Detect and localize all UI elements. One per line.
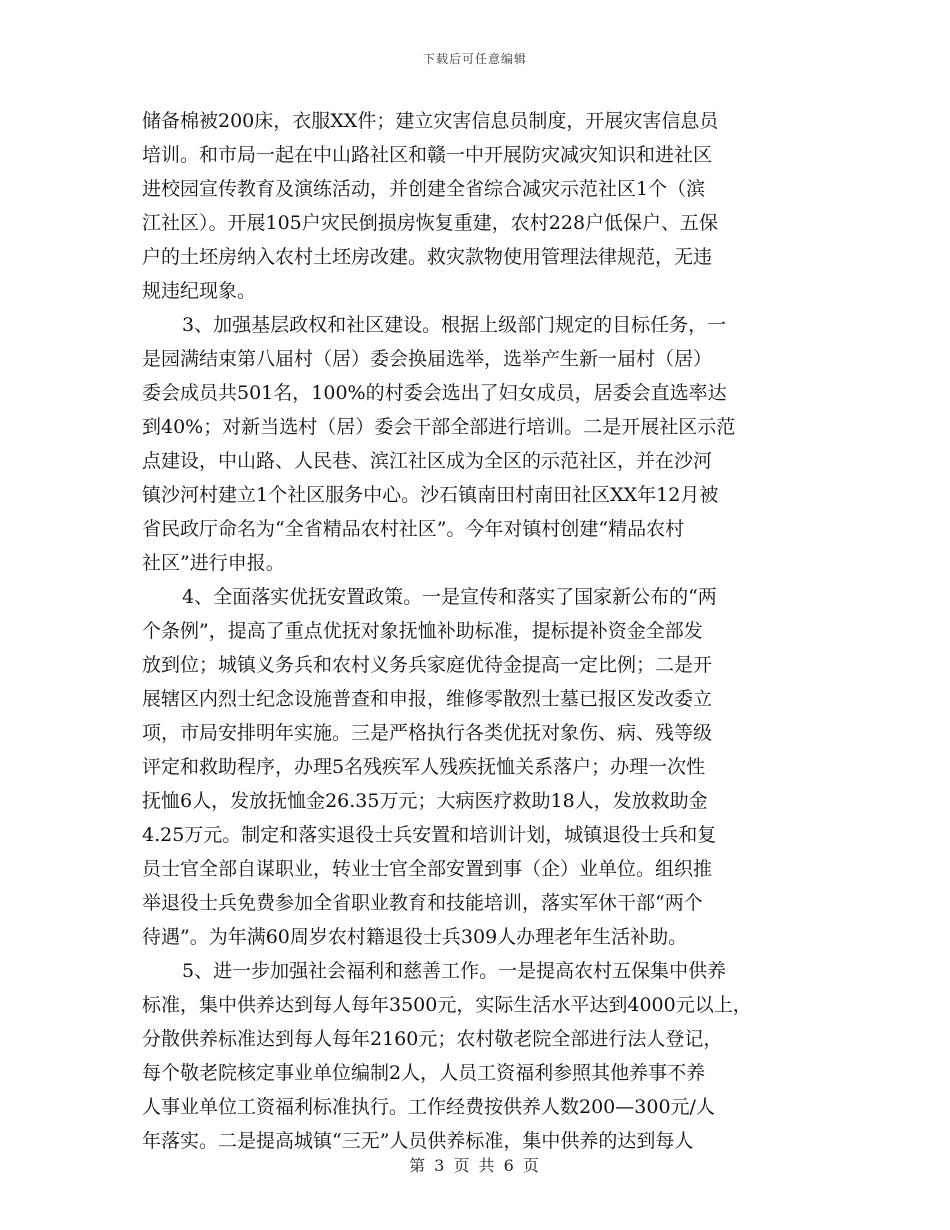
document-body — [142, 104, 822, 1158]
paragraph-line: 4.25万元。制定和落实退役士兵安置和培训计划，城镇退役士兵和复 — [142, 824, 717, 846]
page-number-footer: 第 3 页 共 6 页 — [409, 1156, 541, 1175]
paragraph-line: 培训。和市局一起在中山路社区和赣一中开展防灾减灾知识和进社区 — [142, 144, 713, 166]
paragraph-first-line: 3、加强基层政权和社区建设。根据上级部门规定的目标任务，一 — [182, 314, 727, 336]
paragraph-line: 户的土坯房纳入农村土坯房改建。救灾款物使用管理法律规范，无违 — [142, 246, 713, 268]
paragraph-line: 评定和救助程序，办理5名残疾军人残疾抚恤关系落户；办理一次性 — [142, 756, 706, 778]
paragraph-line: 社区”进行申报。 — [142, 552, 285, 574]
paragraph-line: 每个敬老院核定事业单位编制2人，人员工资福利参照其他养事不养 — [142, 1062, 706, 1084]
paragraph-line: 抚恤6人，发放抚恤金26.35万元；大病医疗救助18人，发放救助金 — [142, 790, 708, 812]
paragraph-line: 镇沙河村建立1个社区服务中心。沙石镇南田村南田社区XX年12月被 — [142, 484, 719, 506]
paragraph-line: 展辖区内烈士纪念设施普查和申报，维修零散烈士墓已报区发改委立 — [142, 688, 713, 710]
page-header-note: 下载后可任意编辑 — [422, 52, 527, 66]
paragraph-line: 是园满结束第八届村（居）委会换届选举，选举产生新一届村（居） — [142, 348, 713, 370]
paragraph-line: 标准，集中供养达到每人每年3500元，实际生活水平达到4000元以上， — [142, 994, 752, 1016]
paragraph-line: 人事业单位工资福利标准执行。工作经费按供养人数200—300元/人 — [142, 1096, 715, 1118]
paragraph-line: 项，市局安排明年实施。三是严格执行各类优抚对象伤、病、残等级 — [142, 722, 713, 744]
paragraph-line: 个条例”，提高了重点优抚对象抚恤补助标准，提标提补资金全部发 — [142, 620, 703, 642]
paragraph-line: 省民政厅命名为“全省精品农村社区”。今年对镇村创建“精品农村 — [142, 518, 685, 540]
paragraph-line: 规违纪现象。 — [142, 280, 257, 302]
paragraph-line: 待遇”。为年满60周岁农村籍退役士兵309人办理老年生活补助。 — [142, 926, 688, 948]
paragraph-line: 员士官全部自谋职业，转业士官全部安置到事（企）业单位。组织推 — [142, 858, 713, 880]
paragraph-line: 到40%；对新当选村（居）委会干部全部进行培训。二是开展社区示范 — [142, 416, 736, 438]
paragraph-line: 委会成员共501名，100%的村委会选出了妇女成员，居委会直选率达 — [142, 382, 727, 404]
paragraph-first-line: 4、全面落实优抚安置政策。一是宣传和落实了国家新公布的“两 — [182, 586, 717, 608]
paragraph-line: 年落实。二是提高城镇“三无”人员供养标准，集中供养的达到每人 — [142, 1130, 694, 1152]
paragraph-line: 点建设，中山路、人民巷、滨江社区成为全区的示范社区，并在沙河 — [142, 450, 713, 472]
paragraph-line: 举退役士兵免费参加全省职业教育和技能培训，落实军休干部“两个 — [142, 892, 703, 914]
paragraph-line: 放到位；城镇义务兵和农村义务兵家庭优待金提高一定比例；二是开 — [142, 654, 713, 676]
paragraph-line: 进校园宣传教育及演练活动，并创建全省综合减灾示范社区1个（滨 — [142, 178, 706, 200]
paragraph-line: 分散供养标准达到每人每年2160元；农村敬老院全部进行法人登记， — [142, 1028, 723, 1050]
paragraph-first-line: 5、进一步加强社会福利和慈善工作。一是提高农村五保集中供养 — [182, 960, 727, 982]
paragraph-line: 江社区）。开展105户灾民倒损房恢复重建，农村228户低保户、五保 — [142, 212, 719, 234]
paragraph-line: 储备棉被200床，衣服XX件；建立灾害信息员制度，开展灾害信息员 — [142, 110, 719, 132]
